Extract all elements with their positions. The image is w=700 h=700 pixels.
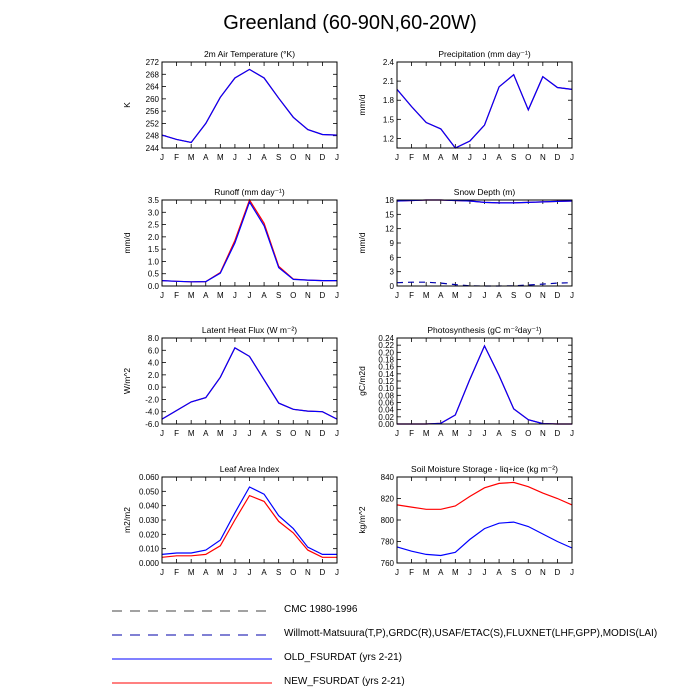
y-tick-label: 0.020: [138, 530, 159, 540]
y-tick-label: 760: [380, 559, 394, 568]
plot-frame: [397, 338, 572, 424]
x-tick-label: F: [409, 153, 415, 162]
x-tick-label: F: [174, 429, 180, 438]
y-tick-label: 12: [385, 224, 394, 234]
x-tick-label: J: [247, 429, 252, 438]
plot-frame: [397, 477, 572, 563]
panel-precipitation-mm-day: [357, 49, 574, 162]
y-axis-label: m2/m2: [122, 507, 132, 533]
x-tick-label: S: [275, 291, 282, 300]
y-tick-label: 248: [145, 131, 159, 141]
x-tick-label: D: [319, 153, 326, 162]
x-tick-label: M: [216, 429, 224, 438]
panel-title: Latent Heat Flux (W m⁻²): [201, 325, 298, 335]
y-tick-label: 1.2: [382, 134, 394, 144]
y-tick-label: 1.0: [147, 257, 159, 267]
y-tick-label: 3.5: [147, 196, 159, 205]
legend-label-new: NEW_FSURDAT (yrs 2-21): [284, 676, 405, 687]
y-tick-label: 3.0: [147, 208, 159, 218]
y-tick-label: 9: [389, 239, 394, 248]
plot-frame: [162, 477, 337, 563]
x-tick-label: O: [525, 153, 532, 162]
x-tick-label: N: [539, 568, 546, 577]
series-old-fsurdat-yrs-2-21: [397, 522, 572, 555]
x-tick-label: A: [261, 291, 267, 300]
series-new-fsurdat-yrs-2-21: [162, 200, 337, 282]
y-axis-label: kg/m^2: [357, 506, 367, 534]
y-axis-label: K: [122, 102, 132, 108]
y-tick-label: 1.5: [147, 245, 159, 255]
x-tick-label: J: [232, 429, 237, 438]
x-tick-label: J: [570, 291, 574, 300]
x-tick-label: J: [160, 429, 164, 438]
x-tick-label: J: [482, 291, 487, 300]
x-tick-label: A: [496, 291, 502, 300]
y-axis-label: mm/d: [357, 94, 367, 116]
x-tick-label: O: [525, 429, 532, 438]
panel-title: Photosynthesis (gC m⁻²day⁻¹): [427, 325, 542, 335]
y-tick-label: 780: [380, 537, 394, 547]
legend-label-old: OLD_FSURDAT (yrs 2-21): [284, 652, 402, 663]
panel-title: 2m Air Temperature (°K): [203, 49, 296, 59]
x-tick-label: A: [496, 429, 502, 438]
panel-snow-depth-m: [357, 187, 574, 300]
x-tick-label: S: [510, 153, 517, 162]
series-new-fsurdat-yrs-2-21: [397, 75, 572, 148]
x-tick-label: M: [216, 568, 224, 577]
y-tick-label: -4.0: [145, 407, 159, 417]
series-old-fsurdat-yrs-2-21: [162, 69, 337, 142]
x-tick-label: D: [319, 291, 326, 300]
panel-photosynthesis-gc-m-day: [357, 325, 574, 438]
y-tick-label: 0.10: [378, 384, 394, 394]
y-tick-label: 3: [389, 267, 394, 277]
x-tick-label: M: [422, 429, 430, 438]
y-tick-label: 0.00: [378, 420, 394, 429]
y-tick-label: 260: [145, 94, 159, 104]
x-tick-label: F: [409, 291, 415, 300]
series-new-fsurdat-yrs-2-21: [162, 69, 337, 142]
x-tick-label: D: [554, 429, 561, 438]
x-tick-label: A: [203, 291, 209, 300]
x-tick-label: F: [409, 429, 415, 438]
y-tick-label: 15: [385, 210, 394, 220]
x-tick-label: A: [438, 568, 444, 577]
x-tick-label: J: [247, 291, 252, 300]
y-tick-label: 0.18: [378, 355, 394, 365]
legend-swatch-new: [112, 675, 272, 691]
x-tick-label: A: [203, 153, 209, 162]
y-tick-label: 4.0: [147, 358, 159, 368]
x-tick-label: A: [438, 429, 444, 438]
panel-title: Snow Depth (m): [453, 187, 516, 197]
x-tick-label: F: [409, 568, 415, 577]
plot-frame: [397, 62, 572, 148]
series-old-fsurdat-yrs-2-21: [162, 348, 337, 419]
x-tick-label: J: [395, 153, 399, 162]
y-tick-label: -6.0: [145, 420, 159, 429]
y-tick-label: 0.010: [138, 544, 159, 554]
x-tick-label: A: [203, 568, 209, 577]
y-tick-label: 0.040: [138, 501, 159, 511]
x-tick-label: J: [570, 568, 574, 577]
y-tick-label: 6: [389, 253, 394, 263]
x-tick-label: J: [160, 153, 164, 162]
x-tick-label: A: [203, 429, 209, 438]
y-tick-label: 2.0: [147, 232, 159, 242]
x-tick-label: J: [232, 568, 237, 577]
x-tick-label: D: [554, 153, 561, 162]
x-tick-label: A: [261, 429, 267, 438]
x-tick-label: J: [395, 291, 399, 300]
y-tick-label: 264: [145, 82, 159, 92]
y-tick-label: 0.060: [138, 473, 159, 482]
y-tick-label: 18: [385, 196, 394, 205]
y-tick-label: 840: [380, 473, 394, 482]
x-tick-label: J: [232, 291, 237, 300]
x-tick-label: S: [275, 429, 282, 438]
x-tick-label: A: [438, 153, 444, 162]
y-tick-label: 2.4: [382, 58, 394, 67]
x-tick-label: S: [510, 291, 517, 300]
y-tick-label: 0.04: [378, 405, 394, 415]
x-tick-label: J: [482, 153, 487, 162]
x-tick-label: N: [304, 153, 311, 162]
x-tick-label: O: [525, 568, 532, 577]
x-tick-label: N: [539, 291, 546, 300]
y-tick-label: 0.22: [378, 341, 394, 351]
x-tick-label: M: [187, 153, 195, 162]
figure-title: Greenland (60-90N,60-20W): [223, 12, 477, 34]
x-tick-label: J: [335, 429, 339, 438]
y-axis-label: mm/d: [122, 232, 132, 254]
x-tick-label: J: [395, 568, 399, 577]
x-tick-label: M: [422, 291, 430, 300]
y-tick-label: 1.5: [382, 115, 394, 125]
y-tick-label: 2.5: [147, 220, 159, 230]
series-new-fsurdat-yrs-2-21: [162, 348, 337, 419]
y-tick-label: 2.1: [382, 77, 394, 87]
x-tick-label: M: [422, 153, 430, 162]
x-tick-label: J: [467, 291, 472, 300]
legend-label-obs: Willmott-Matsuura(T,P),GRDC(R),USAF/ETAC(S),FLUXNET(LHF,GPP),MODIS(LAI): [284, 628, 658, 639]
x-tick-label: D: [319, 568, 326, 577]
x-tick-label: J: [570, 429, 574, 438]
x-tick-label: O: [290, 291, 297, 300]
y-tick-label: 0.16: [378, 362, 394, 372]
x-tick-label: O: [525, 291, 532, 300]
y-tick-label: 820: [380, 494, 394, 504]
x-tick-label: J: [467, 153, 472, 162]
panel-2m-air-temperature-k: [122, 49, 339, 162]
panel-title: Soil Moisture Storage - liq+ice (kg m⁻²): [411, 464, 558, 474]
x-tick-label: J: [395, 429, 399, 438]
panel-leaf-area-index: [122, 464, 339, 577]
series-old-fsurdat-yrs-2-21: [162, 487, 337, 554]
x-tick-label: M: [451, 429, 459, 438]
series-new-fsurdat-yrs-2-21: [397, 482, 572, 509]
y-tick-label: 0.0: [147, 383, 159, 393]
plot-frame: [162, 200, 337, 286]
x-tick-label: F: [174, 291, 180, 300]
x-tick-label: N: [539, 153, 546, 162]
y-axis-label: W/m^2: [122, 367, 132, 395]
x-tick-label: M: [451, 568, 459, 577]
x-tick-label: N: [304, 568, 311, 577]
x-tick-label: J: [335, 568, 339, 577]
plot-frame: [162, 62, 337, 148]
x-tick-label: D: [319, 429, 326, 438]
y-axis-label: gC/m2d: [357, 366, 367, 396]
series-old-fsurdat-yrs-2-21: [397, 346, 572, 424]
x-tick-label: A: [496, 568, 502, 577]
y-tick-label: -2.0: [145, 395, 159, 405]
x-tick-label: M: [187, 291, 195, 300]
y-tick-label: 0.5: [147, 269, 159, 279]
x-tick-label: S: [510, 429, 517, 438]
x-tick-label: S: [510, 568, 517, 577]
y-tick-label: 0.030: [138, 516, 159, 525]
y-tick-label: 252: [145, 119, 159, 129]
x-tick-label: A: [261, 153, 267, 162]
x-tick-label: O: [290, 429, 297, 438]
y-tick-label: 0.02: [378, 412, 394, 422]
y-tick-label: 268: [145, 70, 159, 80]
series-new-fsurdat-yrs-2-21: [397, 346, 572, 424]
series-old-fsurdat-yrs-2-21: [162, 202, 337, 282]
x-tick-label: M: [451, 291, 459, 300]
panel-title: Runoff (mm day⁻¹): [214, 187, 285, 197]
x-tick-label: M: [187, 429, 195, 438]
x-tick-label: J: [467, 568, 472, 577]
x-tick-label: N: [539, 429, 546, 438]
x-tick-label: A: [261, 568, 267, 577]
panel-latent-heat-flux-w-m: [122, 325, 339, 438]
x-tick-label: A: [496, 153, 502, 162]
x-tick-label: J: [160, 291, 164, 300]
y-tick-label: 0.050: [138, 487, 159, 497]
x-tick-label: F: [174, 153, 180, 162]
x-tick-label: J: [232, 153, 237, 162]
y-tick-label: 272: [145, 58, 159, 67]
y-tick-label: 2.0: [147, 370, 159, 380]
legend-label-cmc: CMC 1980-1996: [284, 604, 358, 615]
y-tick-label: 6.0: [147, 346, 159, 356]
y-tick-label: 1.8: [382, 96, 394, 106]
y-tick-label: 0.06: [378, 398, 394, 408]
x-tick-label: J: [160, 568, 164, 577]
x-tick-label: J: [482, 429, 487, 438]
x-tick-label: M: [187, 568, 195, 577]
panel-title: Precipitation (mm day⁻¹): [438, 49, 531, 59]
series-old-fsurdat-yrs-2-21: [397, 75, 572, 148]
x-tick-label: S: [275, 153, 282, 162]
x-tick-label: M: [216, 153, 224, 162]
legend-swatch-cmc: [112, 603, 272, 619]
y-tick-label: 0.0: [147, 282, 159, 291]
x-tick-label: M: [422, 568, 430, 577]
x-tick-label: J: [247, 153, 252, 162]
legend-swatch-obs: [112, 627, 272, 643]
y-tick-label: 0.12: [378, 377, 394, 386]
y-tick-label: 0: [389, 282, 394, 291]
x-tick-label: J: [482, 568, 487, 577]
panel-title: Leaf Area Index: [219, 464, 280, 474]
y-tick-label: 0.20: [378, 348, 394, 358]
y-tick-label: 0.14: [378, 369, 394, 379]
panel-soil-moisture-storage-liq-ice-kg-m: [357, 464, 574, 577]
y-tick-label: 0.08: [378, 391, 394, 401]
y-axis-label: mm/d: [357, 232, 367, 254]
x-tick-label: D: [554, 291, 561, 300]
x-tick-label: M: [216, 291, 224, 300]
y-tick-label: 0.000: [138, 559, 159, 568]
x-tick-label: F: [174, 568, 180, 577]
x-tick-label: N: [304, 429, 311, 438]
x-tick-label: N: [304, 291, 311, 300]
x-tick-label: O: [290, 568, 297, 577]
y-tick-label: 8.0: [147, 334, 159, 343]
x-tick-label: J: [467, 429, 472, 438]
x-tick-label: A: [438, 291, 444, 300]
y-tick-label: 256: [145, 107, 159, 117]
plot-frame: [397, 200, 572, 286]
x-tick-label: O: [290, 153, 297, 162]
x-tick-label: J: [335, 291, 339, 300]
x-tick-label: D: [554, 568, 561, 577]
x-tick-label: J: [335, 153, 339, 162]
x-tick-label: J: [247, 568, 252, 577]
legend-swatch-old: [112, 651, 272, 667]
x-tick-label: M: [451, 153, 459, 162]
y-tick-label: 800: [380, 516, 394, 525]
y-tick-label: 0.24: [378, 334, 394, 343]
y-tick-label: 244: [145, 144, 159, 153]
x-tick-label: S: [275, 568, 282, 577]
panel-runoff-mm-day: [122, 187, 339, 300]
x-tick-label: J: [570, 153, 574, 162]
